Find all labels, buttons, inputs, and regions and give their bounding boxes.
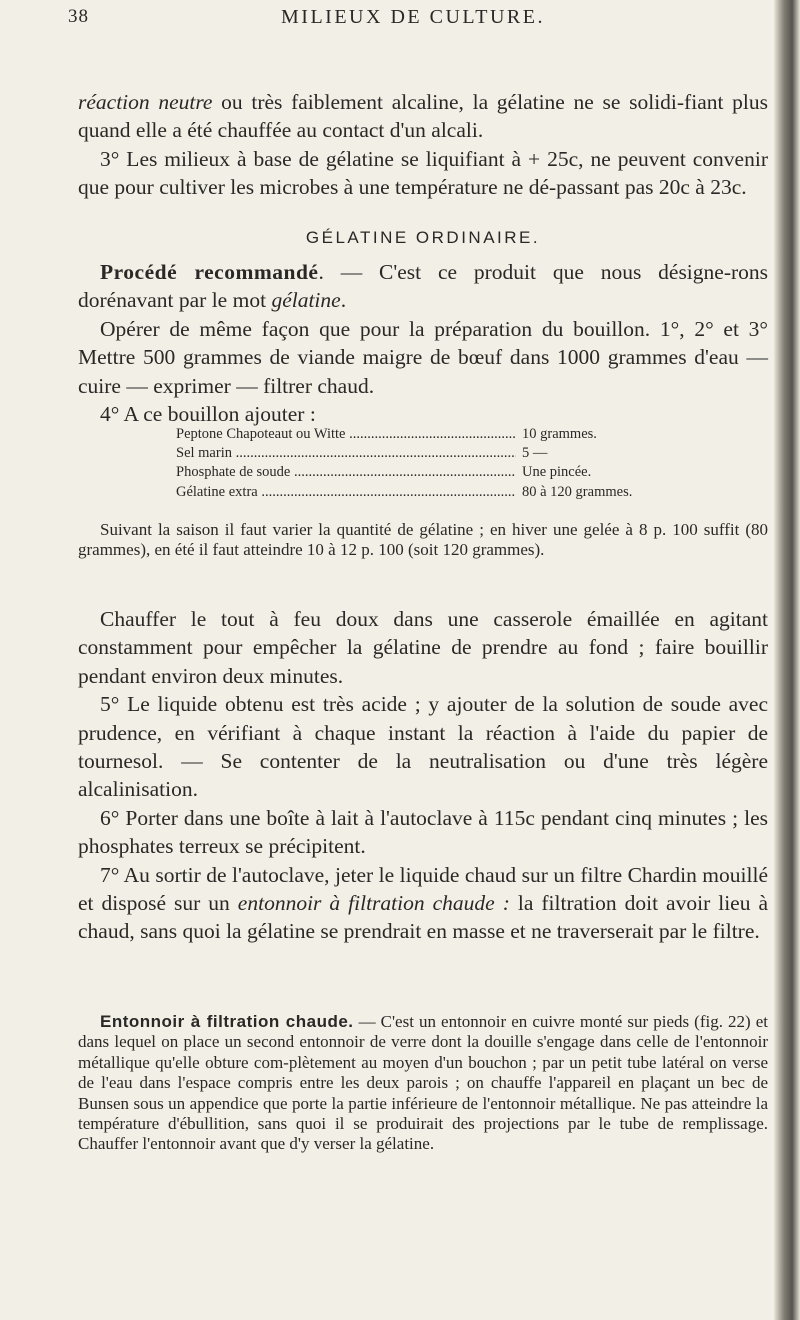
ingredient-list	[78, 425, 768, 502]
ingredient-row	[78, 444, 768, 463]
ingredient-row	[78, 463, 768, 482]
step-7-b: la filtration doit avoir lieu à chaud, sans quoi la gélatine se prendrait en masse et ne traverserait par le filtre.	[78, 891, 769, 944]
ingredient-name: Sel marin .....	[78, 444, 516, 463]
ingredient-row	[78, 425, 768, 444]
ingredient-qty: 5 —	[522, 445, 548, 462]
step-5: 5° Le liquide obtenu est très acide ; y ajouter de la solution de soude avec prudence, en vérifiant à chaque instant la réaction à l'aide du papier de tournesol. — Se contenter de la neutralisation ou d'une très légère alcalinisation.	[78, 692, 768, 802]
funnel-note-label: Entonnoir à filtration chaude.	[100, 1012, 354, 1031]
procedure-step-4: 4° A ce bouillon ajouter :	[100, 402, 316, 427]
intro-block	[78, 88, 768, 202]
ingredient-qty: Une pincée.	[522, 464, 592, 481]
intro-rest: ou très faiblement alcaline, la gélatine ne se solidi-fiant plus quand elle a été chauffée au contact d'un alcali.	[78, 90, 768, 143]
intro-italic: réaction neutre	[78, 90, 213, 114]
procedure-steps-1-3: Opérer de même façon que pour la préparation du bouillon. 1°, 2° et 3° Mettre 500 grammes de viande maigre de bœuf dans 1000 grammes d'eau — cuire — exprimer — filtrer chaud.	[78, 316, 768, 398]
funnel-note	[78, 1012, 768, 1155]
procedure-text-b: .	[340, 288, 347, 313]
ingredient-row	[78, 483, 768, 502]
page-binding-edge	[774, 0, 800, 1320]
procedure-block	[78, 258, 768, 428]
ingredient-name: Gélatine extra .....	[78, 483, 516, 502]
note-block	[78, 1012, 768, 1155]
intro-paragraph	[78, 88, 768, 145]
steps-block	[78, 605, 768, 946]
page-number: 38	[68, 6, 89, 27]
step-7	[78, 861, 768, 946]
intro-point-3: 3° Les milieux à base de gélatine se liquifiant à + 25c, ne peuvent convenir que pour cultiver les microbes à une température ne dé-passant pas 20c à 23c.	[78, 146, 768, 200]
season-note: Suivant la saison il faut varier la quantité de gélatine ; en hiver une gelée à 8 p. 100 suffit (80 grammes), en été il faut atteindre 10 à 12 p. 100 (soit 120 grammes).	[78, 520, 768, 560]
funnel-note-text: — C'est un entonnoir en cuivre monté sur pieds (fig. 22) et dans lequel on place un second entonnoir de verre dont la douille s'engage dans celle de l'entonnoir métallique qu'elle obture com-plètement au moyen d'un bouchon ; par un petit tube latéral on verse de l'eau dans l'espace compris entre les deux parois ; on chauffe l'appareil en plaçant un bec de Bunsen sous un appendice que porte la partie inférieure de l'entonnoir métallique. Ne pas atteindre la température d'ébullition, sans quoi il se produirait des projections par le tube de remplissage. Chauffer l'entonnoir avant que d'y verser la gélatine.	[78, 1012, 768, 1154]
procedure-intro	[78, 258, 768, 315]
ingredient-qty: 10 grammes.	[522, 426, 597, 442]
running-title: MILIEUX DE CULTURE.	[281, 6, 545, 28]
procedure-label: Procédé recommandé	[100, 260, 319, 284]
step-7-a: 7° Au sortir de l'autoclave, jeter le liquide chaud sur un filtre Chardin mouillé et disposé sur un	[78, 862, 768, 916]
procedure-italic: gélatine	[271, 288, 341, 313]
ingredient-qty: 80 à 120 grammes.	[522, 483, 633, 500]
step-6: 6° Porter dans une boîte à lait à l'autoclave à 115c pendant cinq minutes ; les phosphates terreux se précipitent.	[78, 805, 768, 859]
procedure-text-a: . — C'est ce produit que nous désigne-rons dorénavant par le mot	[78, 260, 769, 313]
ingredient-name: Phosphate de soude .....	[78, 463, 516, 482]
step-heat: Chauffer le tout à feu doux dans une casserole émaillée en agitant constamment pour empêcher la gélatine de prendre au fond ; faire bouillir pendant environ deux minutes.	[78, 607, 768, 688]
page-header	[68, 6, 758, 38]
season-note-block	[78, 520, 768, 561]
ingredient-name: Peptone Chapoteaut ou Witte .....	[78, 425, 516, 444]
section-title: GÉLATINE ORDINAIRE.	[305, 228, 541, 247]
step-7-italic: entonnoir à filtration chaude :	[237, 891, 510, 916]
